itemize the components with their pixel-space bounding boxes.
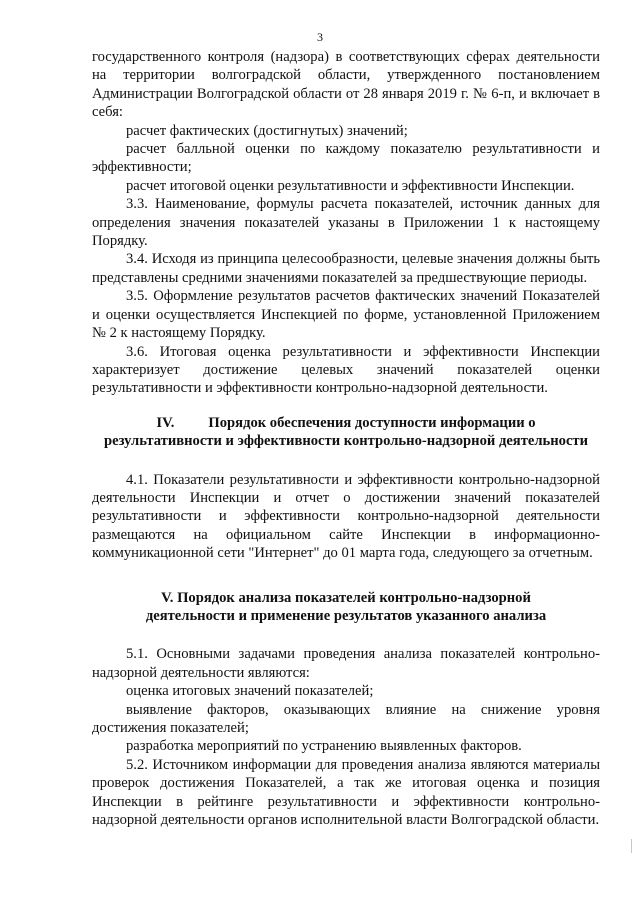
paragraph-5-2: 5.2. Источником информации для проведения анализа являются материалы проверок достижения Показателей, а так же итоговая оценка и позиция Инспекции в рейтинге результативности и эффективности контрольно-надзорной деятельности органов исполнительной власти Волгоградской области.	[92, 756, 600, 829]
list-item: расчет итоговой оценки результативности и эффективности Инспекции.	[126, 177, 575, 194]
section-4-heading	[92, 414, 600, 451]
intro-paragraph: государственного контроля (надзора) в соответствующих сферах деятельности на территории волгоградской области, утвержденного постановлением Администрации Волгоградской области от 28 января 2019 г. № 6-п, и включает в себя:	[92, 49, 600, 121]
document-body	[92, 48, 600, 829]
paragraph-4-1: 4.1. Показатели результативности и эффективности контрольно-надзорной деятельности Инспекции и отчет о достижении значений показателей результативности и эффективности контрольно-надзорной деятельности размещаются на официальном сайте Инспекции в информационно-коммуникационной сети "Интернет" до 01 марта года, следующего за отчетным.	[92, 471, 600, 562]
section-5-heading	[92, 589, 600, 626]
section-4-number: IV.	[156, 414, 175, 431]
section-5-title-line-2: деятельности и применение результатов указанного анализа	[145, 607, 547, 624]
section-4-title-text: Порядок обеспечения доступности информации о	[208, 414, 536, 431]
list-item: оценка итоговых значений показателей;	[126, 683, 374, 700]
list-item: разработка мероприятий по устранению выявленных факторов.	[126, 738, 522, 755]
list-item: расчет фактических (достигнутых) значений;	[126, 122, 408, 139]
paragraph-3-6: 3.6. Итоговая оценка результативности и эффективности Инспекции характеризует достижение целевых значений показателей оценки результативности и эффективности контрольно-надзорной деятельности.	[92, 343, 600, 397]
paragraph-3-5: 3.5. Оформление результатов расчетов фактических значений Показателей и оценки осуществляется Инспекцией по форме, установленной Приложением № 2 к настоящему Порядку.	[92, 288, 600, 342]
scan-mark	[631, 839, 632, 853]
section-4-title-line-1	[92, 414, 600, 432]
paragraph-3-4: 3.4. Исходя из принципа целесообразности, целевые значения должны быть представлены средними значениями показателей за предшествующие периоды.	[92, 251, 600, 286]
list-item: расчет балльной оценки по каждому показателю результативности и эффективности;	[92, 141, 600, 176]
paragraph-5-1: 5.1. Основными задачами проведения анализа показателей контрольно-надзорной деятельности являются:	[92, 646, 600, 681]
list-item: выявление факторов, оказывающих влияние на снижение уровня достижения показателей;	[92, 701, 600, 736]
section-5-title-line-1: V. Порядок анализа показателей контрольно-надзорной	[161, 589, 531, 606]
section-4-title-line-2: результативности и эффективности контрольно-надзорной деятельности	[103, 433, 589, 450]
page-number: 3	[317, 30, 323, 44]
paragraph-3-3: 3.3. Наименование, формулы расчета показателей, источник данных для определения значения показателей указаны в Приложении 1 к настоящему Порядку.	[92, 196, 600, 250]
